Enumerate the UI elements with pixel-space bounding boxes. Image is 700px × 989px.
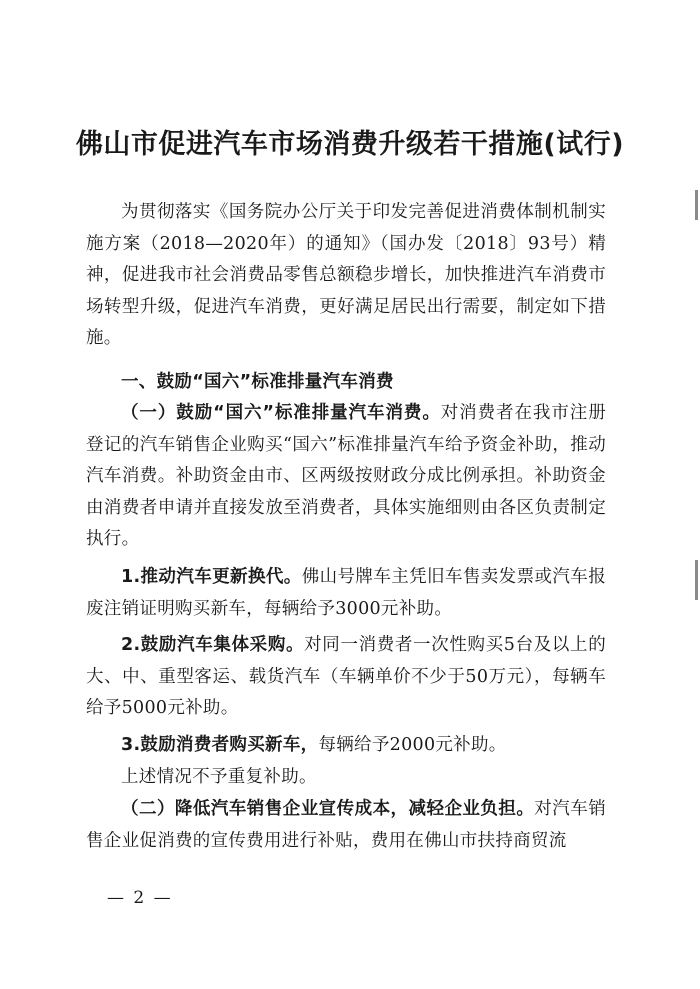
- point-1-body: 佛山号牌车主凭旧车售卖发票或汽车报废注销证明购买新车，每辆给予3000元补助。: [86, 567, 606, 619]
- page-number: — 2 —: [107, 888, 173, 908]
- scan-edge-mark: [695, 560, 698, 600]
- section-heading-1: 一、鼓励“国六”标准排量汽车消费: [121, 372, 394, 392]
- item-2-body: 对汽车销售企业促消费的宣传费用进行补贴，费用在佛山市扶持商贸流: [86, 799, 607, 851]
- scan-edge-mark: [695, 190, 698, 220]
- document-title: 佛山市促进汽车市场消费升级若干措施(试行): [75, 129, 625, 160]
- point-1-paragraph: [86, 562, 606, 625]
- item-2-paragraph: [86, 794, 606, 857]
- no-repeat-note: 上述情况不予重复补助。: [121, 767, 317, 787]
- point-2-body: 对同一消费者一次性购买5台及以上的大、中、重型客运、载货汽车（车辆单价不少于50万元），每辆车给予5000元补助。: [86, 635, 606, 718]
- point-2-paragraph: [86, 630, 606, 725]
- point-3-body: 每辆给予2000元补助。: [318, 735, 507, 755]
- item-1-lead: （一）鼓励“国六”标准排量汽车消费。: [121, 403, 441, 423]
- point-3-lead: 3.鼓励消费者购买新车，: [121, 735, 319, 755]
- intro-paragraph: 为贯彻落实《国务院办公厅关于印发完善促进消费体制机制实施方案（2018—2020年）的通知》（国办发〔2018〕93号）精神，促进我市社会消费品零售总额稳步增长，加快推进汽车消费市场转型升级，促进汽车消费，更好满足居民出行需要，制定如下措施。: [86, 202, 606, 348]
- item-1-paragraph: [86, 398, 606, 556]
- point-3-paragraph: [86, 730, 606, 762]
- item-1-body: 对消费者在我市注册登记的汽车销售企业购买“国六”标准排量汽车给予资金补助，推动汽车消费。补助资金由市、区两级按财政分成比例承担。补助资金由消费者申请并直接发放至消费者，具体实施细则由各区负责制定执行。: [86, 403, 606, 549]
- point-1-lead: 1.推动汽车更新换代。: [121, 567, 302, 587]
- point-2-lead: 2.鼓励汽车集体采购。: [121, 635, 305, 655]
- item-2-lead: （二）降低汽车销售企业宣传成本，减轻企业负担。: [121, 799, 535, 819]
